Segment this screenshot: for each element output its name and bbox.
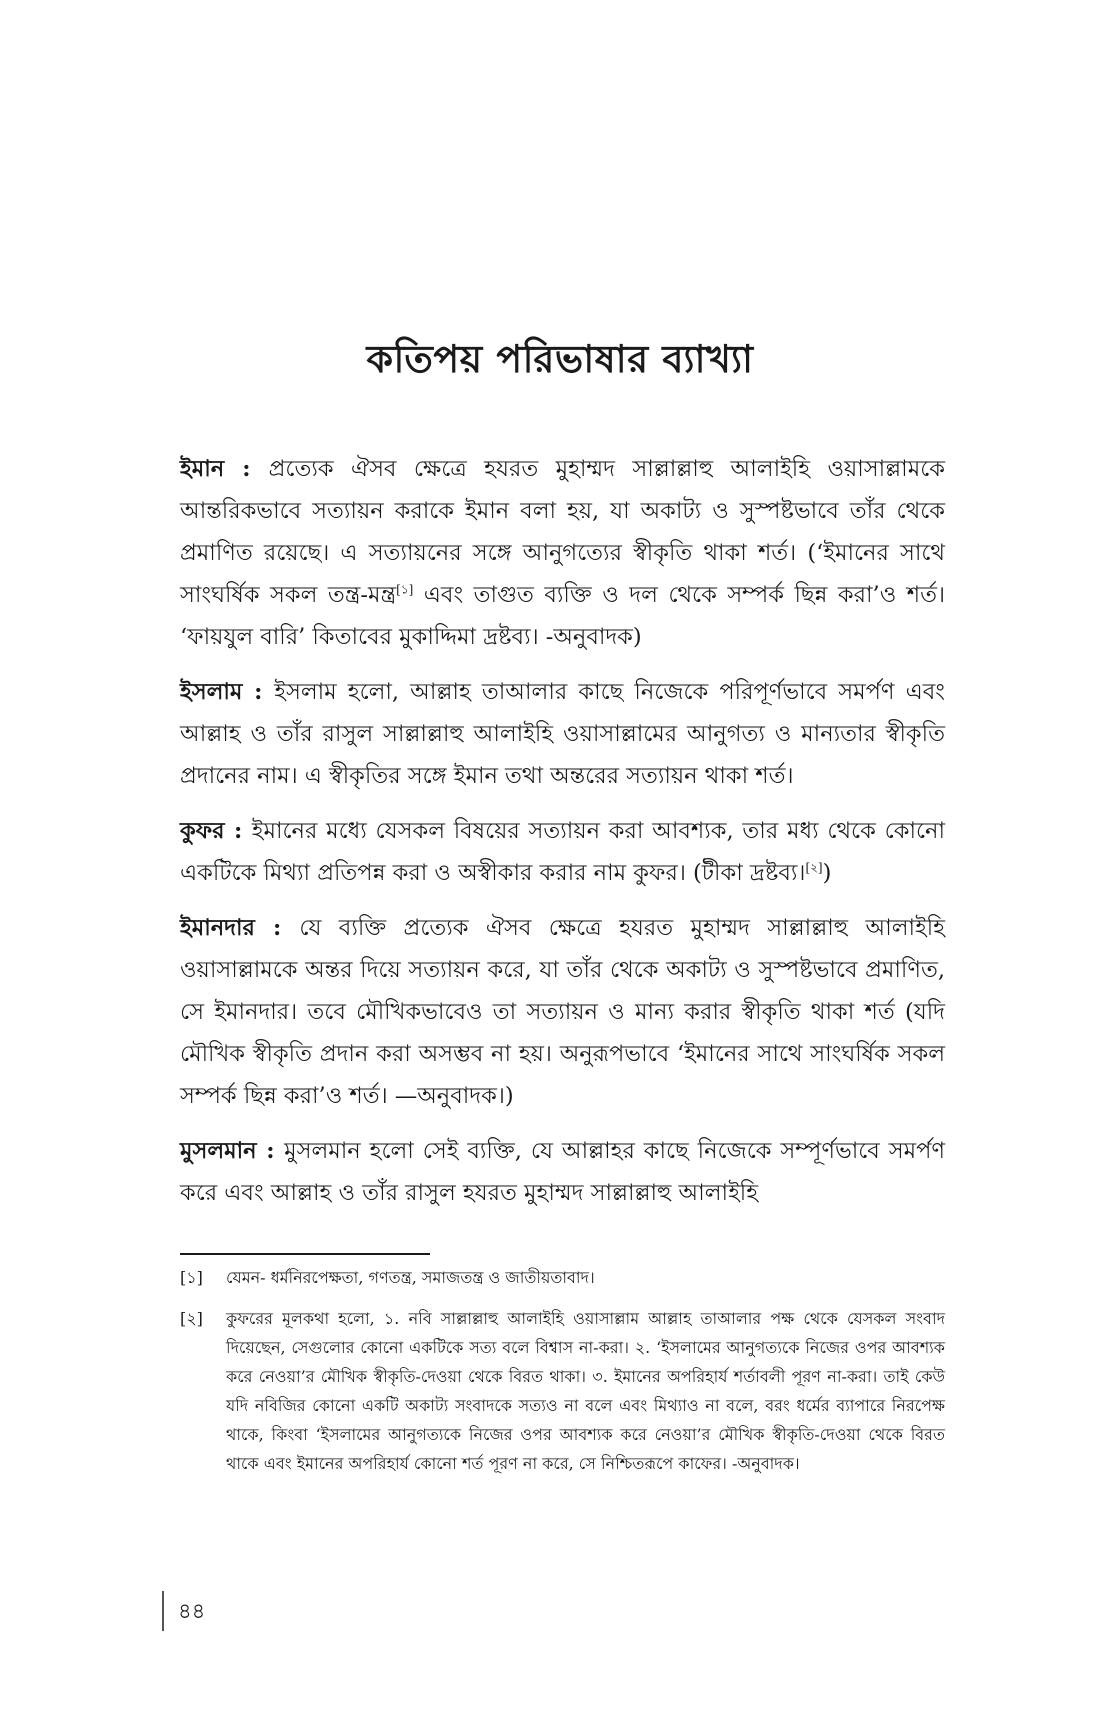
term-separator: : — [224, 456, 269, 482]
footnote-marker: [২] — [180, 1309, 203, 1328]
footnote-divider — [180, 1253, 430, 1255]
page-number: ৪৪ — [162, 1591, 205, 1631]
term-definition: মুসলমান হলো সেই ব্যক্তি, যে আল্লাহর কাছে নিজেকে সম্পূর্ণভাবে সমর্পণ করে এবং আল্লাহ ও তাঁর রাসুল হযরত মুহাম্মদ সাল্লাল্লাহু আলাইহি — [180, 1138, 945, 1206]
term-definition: প্রত্যেক ঐসব ক্ষেত্রে হযরত মুহাম্মদ সাল্লাল্লাহু আলাইহি ওয়াসাল্লামকে আন্তরিকভাবে সত্যায়ন করাকে ইমান বলা হয়, যা অকাট্য ও সুস্পষ্টভাবে তাঁর থেকে প্রমাণিত রয়েছে। এ সত্যায়নের সঙ্গে আনুগত্যের স্বীকৃতি থাকা শর্ত। (‘ইমানের সাথে সাংঘর্ষিক সকল তন্ত্র-মন্ত্র — [180, 456, 945, 608]
term-definition: ইমানের মধ্যে যেসকল বিষয়ের সত্যায়ন করা আবশ্যক, তার মধ্য থেকে কোনো একটিকে মিথ্যা প্রতিপন্ন করা ও অস্বীকার করার নাম কুফর। (টীকা দ্রষ্টব্য। — [180, 818, 945, 886]
term-separator: : — [254, 915, 300, 941]
footnote-1 — [180, 1263, 945, 1292]
term-definition-continued: ) — [822, 860, 832, 886]
term-iman — [180, 448, 945, 658]
term-separator: : — [242, 679, 275, 705]
footnote-text: কুফরের মূলকথা হলো, ১. নবি সাল্লাল্লাহু আলাইহি ওয়াসাল্লাম আল্লাহ তাআলার পক্ষ থেকে যেসকল সংবাদ দিয়েছেন, সেগুলোর কোনো একটিকে সত্য বলে বিশ্বাস না-করা। ২. ‘ইসলামের আনুগত্যকে নিজের ওপর আবশ্যক করে নেওয়া’র মৌখিক স্বীকৃতি-দেওয়া থেকে বিরত থাকা। ৩. ইমানের অপরিহার্য শর্তাবলী পূরণ না-করা। তাই কেউ যদি নবিজির কোনো একটি অকাট্য সংবাদকে সত্যও না বলে এবং মিথ্যাও না বলে, বরং ধর্মের ব্যাপারে নিরপেক্ষ থাকে, কিংবা ‘ইসলামের আনুগত্যকে নিজের ওপর আবশ্যক করে নেওয়া’র মৌখিক স্বীকৃতি-দেওয়া থেকে বিরত থাকে এবং ইমানের অপরিহার্য কোনো শর্ত পূরণ না করে, সে নিশ্চিতরূপে কাফের। -অনুবাদক। — [226, 1309, 945, 1473]
page-title: কতিপয় পরিভাষার ব্যাখ্যা — [366, 336, 754, 381]
footnote-marker: [১] — [180, 1268, 203, 1287]
footnote-2 — [180, 1304, 945, 1478]
term-name: কুফর — [180, 818, 225, 844]
term-definition-continued: এবং তাগুত ব্যক্তি ও দল থেকে সম্পর্ক ছিন্ন করা’ও শর্ত। ‘ফায়যুল বারি’ কিতাবের মুকাদ্দিমা দ্রষ্টব্য। -অনুবাদক) — [180, 582, 945, 650]
term-definition: যে ব্যক্তি প্রত্যেক ঐসব ক্ষেত্রে হযরত মুহাম্মদ সাল্লাল্লাহু আলাইহি ওয়াসাল্লামকে অন্তর দিয়ে সত্যায়ন করে, যা তাঁর থেকে অকাট্য ও সুস্পষ্টভাবে প্রমাণিত, সে ইমানদার। তবে মৌখিকভাবেও তা সত্যায়ন ও মান্য করার স্বীকৃতি থাকা শর্ত (যদি মৌখিক স্বীকৃতি প্রদান করা অসম্ভব না হয়। অনুরূপভাবে ‘ইমানের সাথে সাংঘর্ষিক সকল সম্পর্ক ছিন্ন করা’ও শর্ত। —অনুবাদক।) — [180, 915, 945, 1109]
footnote-ref-2[interactable]: [২] — [805, 860, 823, 875]
term-kufr — [180, 810, 945, 894]
term-islam — [180, 671, 945, 797]
term-imandar — [180, 907, 945, 1117]
term-separator: : — [256, 1138, 285, 1164]
term-definition: ইসলাম হলো, আল্লাহ তাআলার কাছে নিজেকে পরিপূর্ণভাবে সমর্পণ এবং আল্লাহ ও তাঁর রাসুল সাল্লাল্লাহু আলাইহি ওয়াসাল্লামের আনুগত্য ও মান্যতার স্বীকৃতি প্রদানের নাম। এ স্বীকৃতির সঙ্গে ইমান তথা অন্তরের সত্যায়ন থাকা শর্ত। — [180, 679, 945, 789]
term-name: ইমান — [180, 456, 225, 482]
term-name: ইসলাম — [180, 679, 243, 705]
term-separator: : — [224, 818, 252, 844]
term-name: ইমানদার — [180, 915, 255, 941]
footnote-text: যেমন- ধর্মনিরপেক্ষতা, গণতন্ত্র, সমাজতন্ত্র ও জাতীয়তাবাদ। — [226, 1268, 595, 1287]
footnotes — [180, 1263, 945, 1490]
body-text — [180, 448, 945, 1227]
term-name: মুসলমান — [180, 1138, 257, 1164]
footnote-ref-1[interactable]: [১] — [396, 582, 414, 597]
term-musalman — [180, 1130, 945, 1214]
